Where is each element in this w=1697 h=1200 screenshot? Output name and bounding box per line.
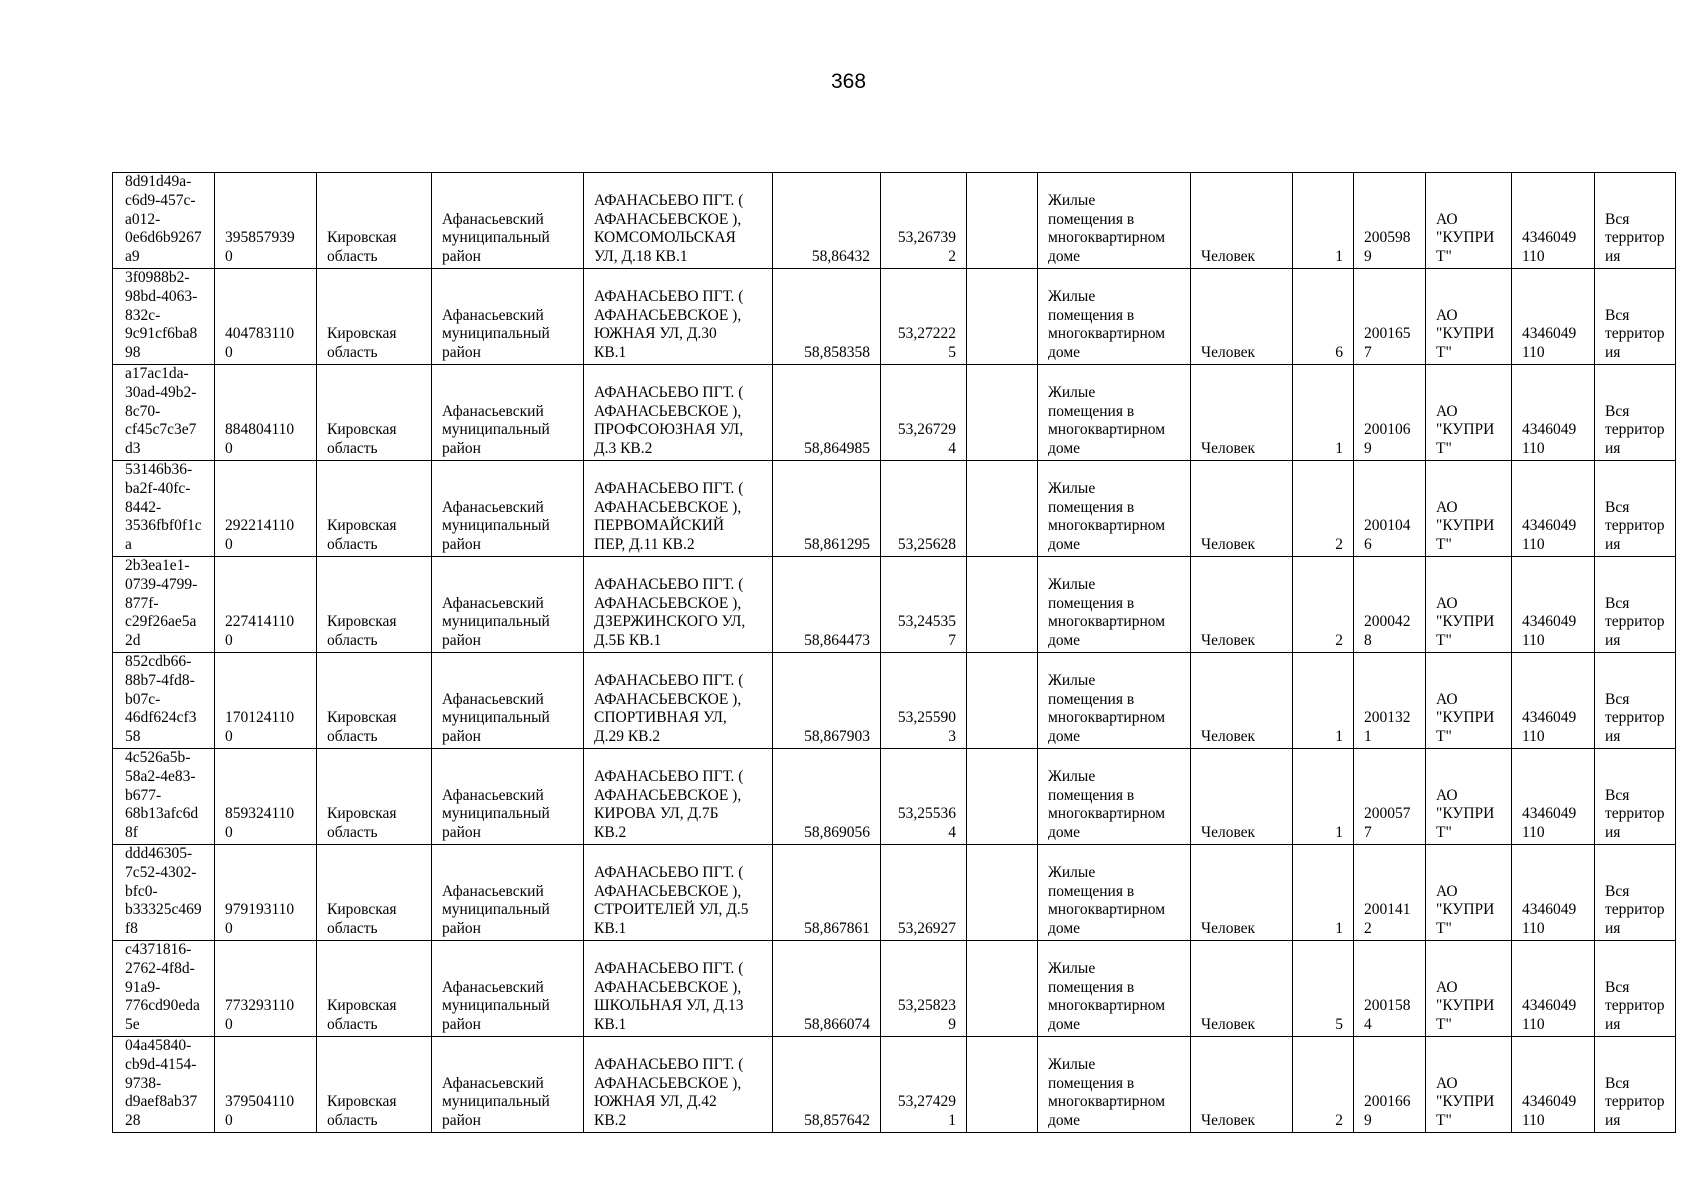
count-cell: 5 [1293, 941, 1354, 1037]
area-cell: Вся территор ия [1595, 365, 1676, 461]
empty-cell [967, 557, 1038, 653]
period-cell: 200057 7 [1354, 749, 1426, 845]
longitude-cell: 53,25823 9 [881, 941, 967, 1037]
unit-cell: Человек [1191, 269, 1293, 365]
region-cell: Кировская область [317, 653, 432, 749]
longitude-cell: 53,27222 5 [881, 269, 967, 365]
empty-cell [967, 941, 1038, 1037]
count-cell: 1 [1293, 653, 1354, 749]
record-id-cell: c4371816- 2762-4f8d- 91a9- 776cd90eda 5e [113, 941, 215, 1037]
period-cell: 200042 8 [1354, 557, 1426, 653]
region-cell: Кировская область [317, 557, 432, 653]
category-cell: Жилые помещения в многоквартирном доме [1038, 749, 1191, 845]
latitude-cell: 58,864985 [773, 365, 881, 461]
record-id-cell: 852cdb66- 88b7-4fd8- b07c- 46df624cf3 58 [113, 653, 215, 749]
table-row [113, 941, 1676, 1037]
latitude-cell: 58,86432 [773, 173, 881, 269]
address-cell: АФАНАСЬЕВО ПГТ. ( АФАНАСЬЕВСКОЕ ), ЮЖНАЯ УЛ, Д.30 КВ.1 [584, 269, 773, 365]
region-cell: Кировская область [317, 461, 432, 557]
area-cell: Вся территор ия [1595, 749, 1676, 845]
inn-cell: 4346049 110 [1512, 749, 1595, 845]
inn-cell: 4346049 110 [1512, 941, 1595, 1037]
record-id-cell: 04a45840- cb9d-4154- 9738- d9aef8ab37 28 [113, 1037, 215, 1133]
code-cell: 773293110 0 [215, 941, 317, 1037]
empty-cell [967, 461, 1038, 557]
category-cell: Жилые помещения в многоквартирном доме [1038, 173, 1191, 269]
table-body [113, 173, 1676, 1133]
organization-cell: АО "КУПРИ Т" [1426, 653, 1512, 749]
longitude-cell: 53,27429 1 [881, 1037, 967, 1133]
latitude-cell: 58,867861 [773, 845, 881, 941]
area-cell: Вся территор ия [1595, 845, 1676, 941]
code-cell: 395857939 0 [215, 173, 317, 269]
address-cell: АФАНАСЬЕВО ПГТ. ( АФАНАСЬЕВСКОЕ ), ПРОФСОЮЗНАЯ УЛ, Д.3 КВ.2 [584, 365, 773, 461]
organization-cell: АО "КУПРИ Т" [1426, 845, 1512, 941]
table-row [113, 845, 1676, 941]
unit-cell: Человек [1191, 461, 1293, 557]
region-cell: Кировская область [317, 941, 432, 1037]
region-cell: Кировская область [317, 845, 432, 941]
region-cell: Кировская область [317, 173, 432, 269]
period-cell: 200106 9 [1354, 365, 1426, 461]
longitude-cell: 53,26729 4 [881, 365, 967, 461]
category-cell: Жилые помещения в многоквартирном доме [1038, 845, 1191, 941]
code-cell: 859324110 0 [215, 749, 317, 845]
record-id-cell: 4c526a5b- 58a2-4e83- b677- 68b13afc6d 8f [113, 749, 215, 845]
district-cell: Афанасьевский муниципальный район [432, 365, 584, 461]
empty-cell [967, 653, 1038, 749]
address-cell: АФАНАСЬЕВО ПГТ. ( АФАНАСЬЕВСКОЕ ), КОМСОМОЛЬСКАЯ УЛ, Д.18 КВ.1 [584, 173, 773, 269]
count-cell: 2 [1293, 557, 1354, 653]
count-cell: 1 [1293, 365, 1354, 461]
code-cell: 227414110 0 [215, 557, 317, 653]
table-row [113, 173, 1676, 269]
inn-cell: 4346049 110 [1512, 269, 1595, 365]
category-cell: Жилые помещения в многоквартирном доме [1038, 269, 1191, 365]
table-row [113, 365, 1676, 461]
latitude-cell: 58,869056 [773, 749, 881, 845]
category-cell: Жилые помещения в многоквартирном доме [1038, 941, 1191, 1037]
district-cell: Афанасьевский муниципальный район [432, 173, 584, 269]
longitude-cell: 53,25628 [881, 461, 967, 557]
empty-cell [967, 845, 1038, 941]
period-cell: 200141 2 [1354, 845, 1426, 941]
unit-cell: Человек [1191, 1037, 1293, 1133]
code-cell: 979193110 0 [215, 845, 317, 941]
code-cell: 404783110 0 [215, 269, 317, 365]
unit-cell: Человек [1191, 941, 1293, 1037]
empty-cell [967, 365, 1038, 461]
code-cell: 170124110 0 [215, 653, 317, 749]
period-cell: 200166 9 [1354, 1037, 1426, 1133]
organization-cell: АО "КУПРИ Т" [1426, 461, 1512, 557]
category-cell: Жилые помещения в многоквартирном доме [1038, 461, 1191, 557]
district-cell: Афанасьевский муниципальный район [432, 557, 584, 653]
record-id-cell: a17ac1da- 30ad-49b2- 8c70- cf45c7c3e7 d3 [113, 365, 215, 461]
longitude-cell: 53,25536 4 [881, 749, 967, 845]
region-cell: Кировская область [317, 269, 432, 365]
district-cell: Афанасьевский муниципальный район [432, 461, 584, 557]
record-id-cell: 8d91d49a- c6d9-457c- a012- 0e6d6b9267 a9 [113, 173, 215, 269]
latitude-cell: 58,864473 [773, 557, 881, 653]
inn-cell: 4346049 110 [1512, 173, 1595, 269]
table-row [113, 653, 1676, 749]
organization-cell: АО "КУПРИ Т" [1426, 941, 1512, 1037]
address-cell: АФАНАСЬЕВО ПГТ. ( АФАНАСЬЕВСКОЕ ), ШКОЛЬНАЯ УЛ, Д.13 КВ.1 [584, 941, 773, 1037]
unit-cell: Человек [1191, 557, 1293, 653]
region-cell: Кировская область [317, 1037, 432, 1133]
code-cell: 292214110 0 [215, 461, 317, 557]
area-cell: Вся территор ия [1595, 269, 1676, 365]
district-cell: Афанасьевский муниципальный район [432, 845, 584, 941]
inn-cell: 4346049 110 [1512, 557, 1595, 653]
code-cell: 379504110 0 [215, 1037, 317, 1133]
unit-cell: Человек [1191, 845, 1293, 941]
district-cell: Афанасьевский муниципальный район [432, 749, 584, 845]
registry-table [112, 172, 1676, 1133]
table-row [113, 269, 1676, 365]
inn-cell: 4346049 110 [1512, 461, 1595, 557]
count-cell: 6 [1293, 269, 1354, 365]
empty-cell [967, 269, 1038, 365]
record-id-cell: 2b3ea1e1- 0739-4799- 877f- c29f26ae5a 2d [113, 557, 215, 653]
area-cell: Вся территор ия [1595, 941, 1676, 1037]
address-cell: АФАНАСЬЕВО ПГТ. ( АФАНАСЬЕВСКОЕ ), СПОРТИВНАЯ УЛ, Д.29 КВ.2 [584, 653, 773, 749]
count-cell: 1 [1293, 845, 1354, 941]
district-cell: Афанасьевский муниципальный район [432, 269, 584, 365]
area-cell: Вся территор ия [1595, 173, 1676, 269]
latitude-cell: 58,861295 [773, 461, 881, 557]
unit-cell: Человек [1191, 365, 1293, 461]
category-cell: Жилые помещения в многоквартирном доме [1038, 365, 1191, 461]
organization-cell: АО "КУПРИ Т" [1426, 269, 1512, 365]
organization-cell: АО "КУПРИ Т" [1426, 365, 1512, 461]
area-cell: Вся территор ия [1595, 557, 1676, 653]
latitude-cell: 58,857642 [773, 1037, 881, 1133]
category-cell: Жилые помещения в многоквартирном доме [1038, 1037, 1191, 1133]
address-cell: АФАНАСЬЕВО ПГТ. ( АФАНАСЬЕВСКОЕ ), ПЕРВОМАЙСКИЙ ПЕР, Д.11 КВ.2 [584, 461, 773, 557]
longitude-cell: 53,25590 3 [881, 653, 967, 749]
inn-cell: 4346049 110 [1512, 845, 1595, 941]
latitude-cell: 58,858358 [773, 269, 881, 365]
unit-cell: Человек [1191, 653, 1293, 749]
district-cell: Афанасьевский муниципальный район [432, 653, 584, 749]
page-number: 368 [830, 70, 867, 93]
longitude-cell: 53,26927 [881, 845, 967, 941]
area-cell: Вся территор ия [1595, 1037, 1676, 1133]
record-id-cell: 3f0988b2- 98bd-4063- 832c- 9c91cf6ba8 98 [113, 269, 215, 365]
empty-cell [967, 1037, 1038, 1133]
organization-cell: АО "КУПРИ Т" [1426, 173, 1512, 269]
unit-cell: Человек [1191, 749, 1293, 845]
address-cell: АФАНАСЬЕВО ПГТ. ( АФАНАСЬЕВСКОЕ ), КИРОВА УЛ, Д.7Б КВ.2 [584, 749, 773, 845]
count-cell: 2 [1293, 461, 1354, 557]
code-cell: 884804110 0 [215, 365, 317, 461]
count-cell: 1 [1293, 173, 1354, 269]
inn-cell: 4346049 110 [1512, 365, 1595, 461]
region-cell: Кировская область [317, 749, 432, 845]
address-cell: АФАНАСЬЕВО ПГТ. ( АФАНАСЬЕВСКОЕ ), ДЗЕРЖИНСКОГО УЛ, Д.5Б КВ.1 [584, 557, 773, 653]
period-cell: 200132 1 [1354, 653, 1426, 749]
organization-cell: АО "КУПРИ Т" [1426, 557, 1512, 653]
longitude-cell: 53,24535 7 [881, 557, 967, 653]
period-cell: 200104 6 [1354, 461, 1426, 557]
table-row [113, 749, 1676, 845]
count-cell: 1 [1293, 749, 1354, 845]
period-cell: 200598 9 [1354, 173, 1426, 269]
area-cell: Вся территор ия [1595, 461, 1676, 557]
organization-cell: АО "КУПРИ Т" [1426, 749, 1512, 845]
record-id-cell: 53146b36- ba2f-40fc- 8442- 3536fbf0f1c a [113, 461, 215, 557]
organization-cell: АО "КУПРИ Т" [1426, 1037, 1512, 1133]
empty-cell [967, 173, 1038, 269]
table-row [113, 1037, 1676, 1133]
period-cell: 200165 7 [1354, 269, 1426, 365]
latitude-cell: 58,866074 [773, 941, 881, 1037]
inn-cell: 4346049 110 [1512, 1037, 1595, 1133]
area-cell: Вся территор ия [1595, 653, 1676, 749]
table-row [113, 461, 1676, 557]
longitude-cell: 53,26739 2 [881, 173, 967, 269]
address-cell: АФАНАСЬЕВО ПГТ. ( АФАНАСЬЕВСКОЕ ), ЮЖНАЯ УЛ, Д.42 КВ.2 [584, 1037, 773, 1133]
inn-cell: 4346049 110 [1512, 653, 1595, 749]
category-cell: Жилые помещения в многоквартирном доме [1038, 557, 1191, 653]
region-cell: Кировская область [317, 365, 432, 461]
district-cell: Афанасьевский муниципальный район [432, 1037, 584, 1133]
district-cell: Афанасьевский муниципальный район [432, 941, 584, 1037]
address-cell: АФАНАСЬЕВО ПГТ. ( АФАНАСЬЕВСКОЕ ), СТРОИТЕЛЕЙ УЛ, Д.5 КВ.1 [584, 845, 773, 941]
latitude-cell: 58,867903 [773, 653, 881, 749]
empty-cell [967, 749, 1038, 845]
period-cell: 200158 4 [1354, 941, 1426, 1037]
count-cell: 2 [1293, 1037, 1354, 1133]
table-row [113, 557, 1676, 653]
unit-cell: Человек [1191, 173, 1293, 269]
record-id-cell: ddd46305- 7c52-4302- bfc0- b33325c469 f8 [113, 845, 215, 941]
category-cell: Жилые помещения в многоквартирном доме [1038, 653, 1191, 749]
